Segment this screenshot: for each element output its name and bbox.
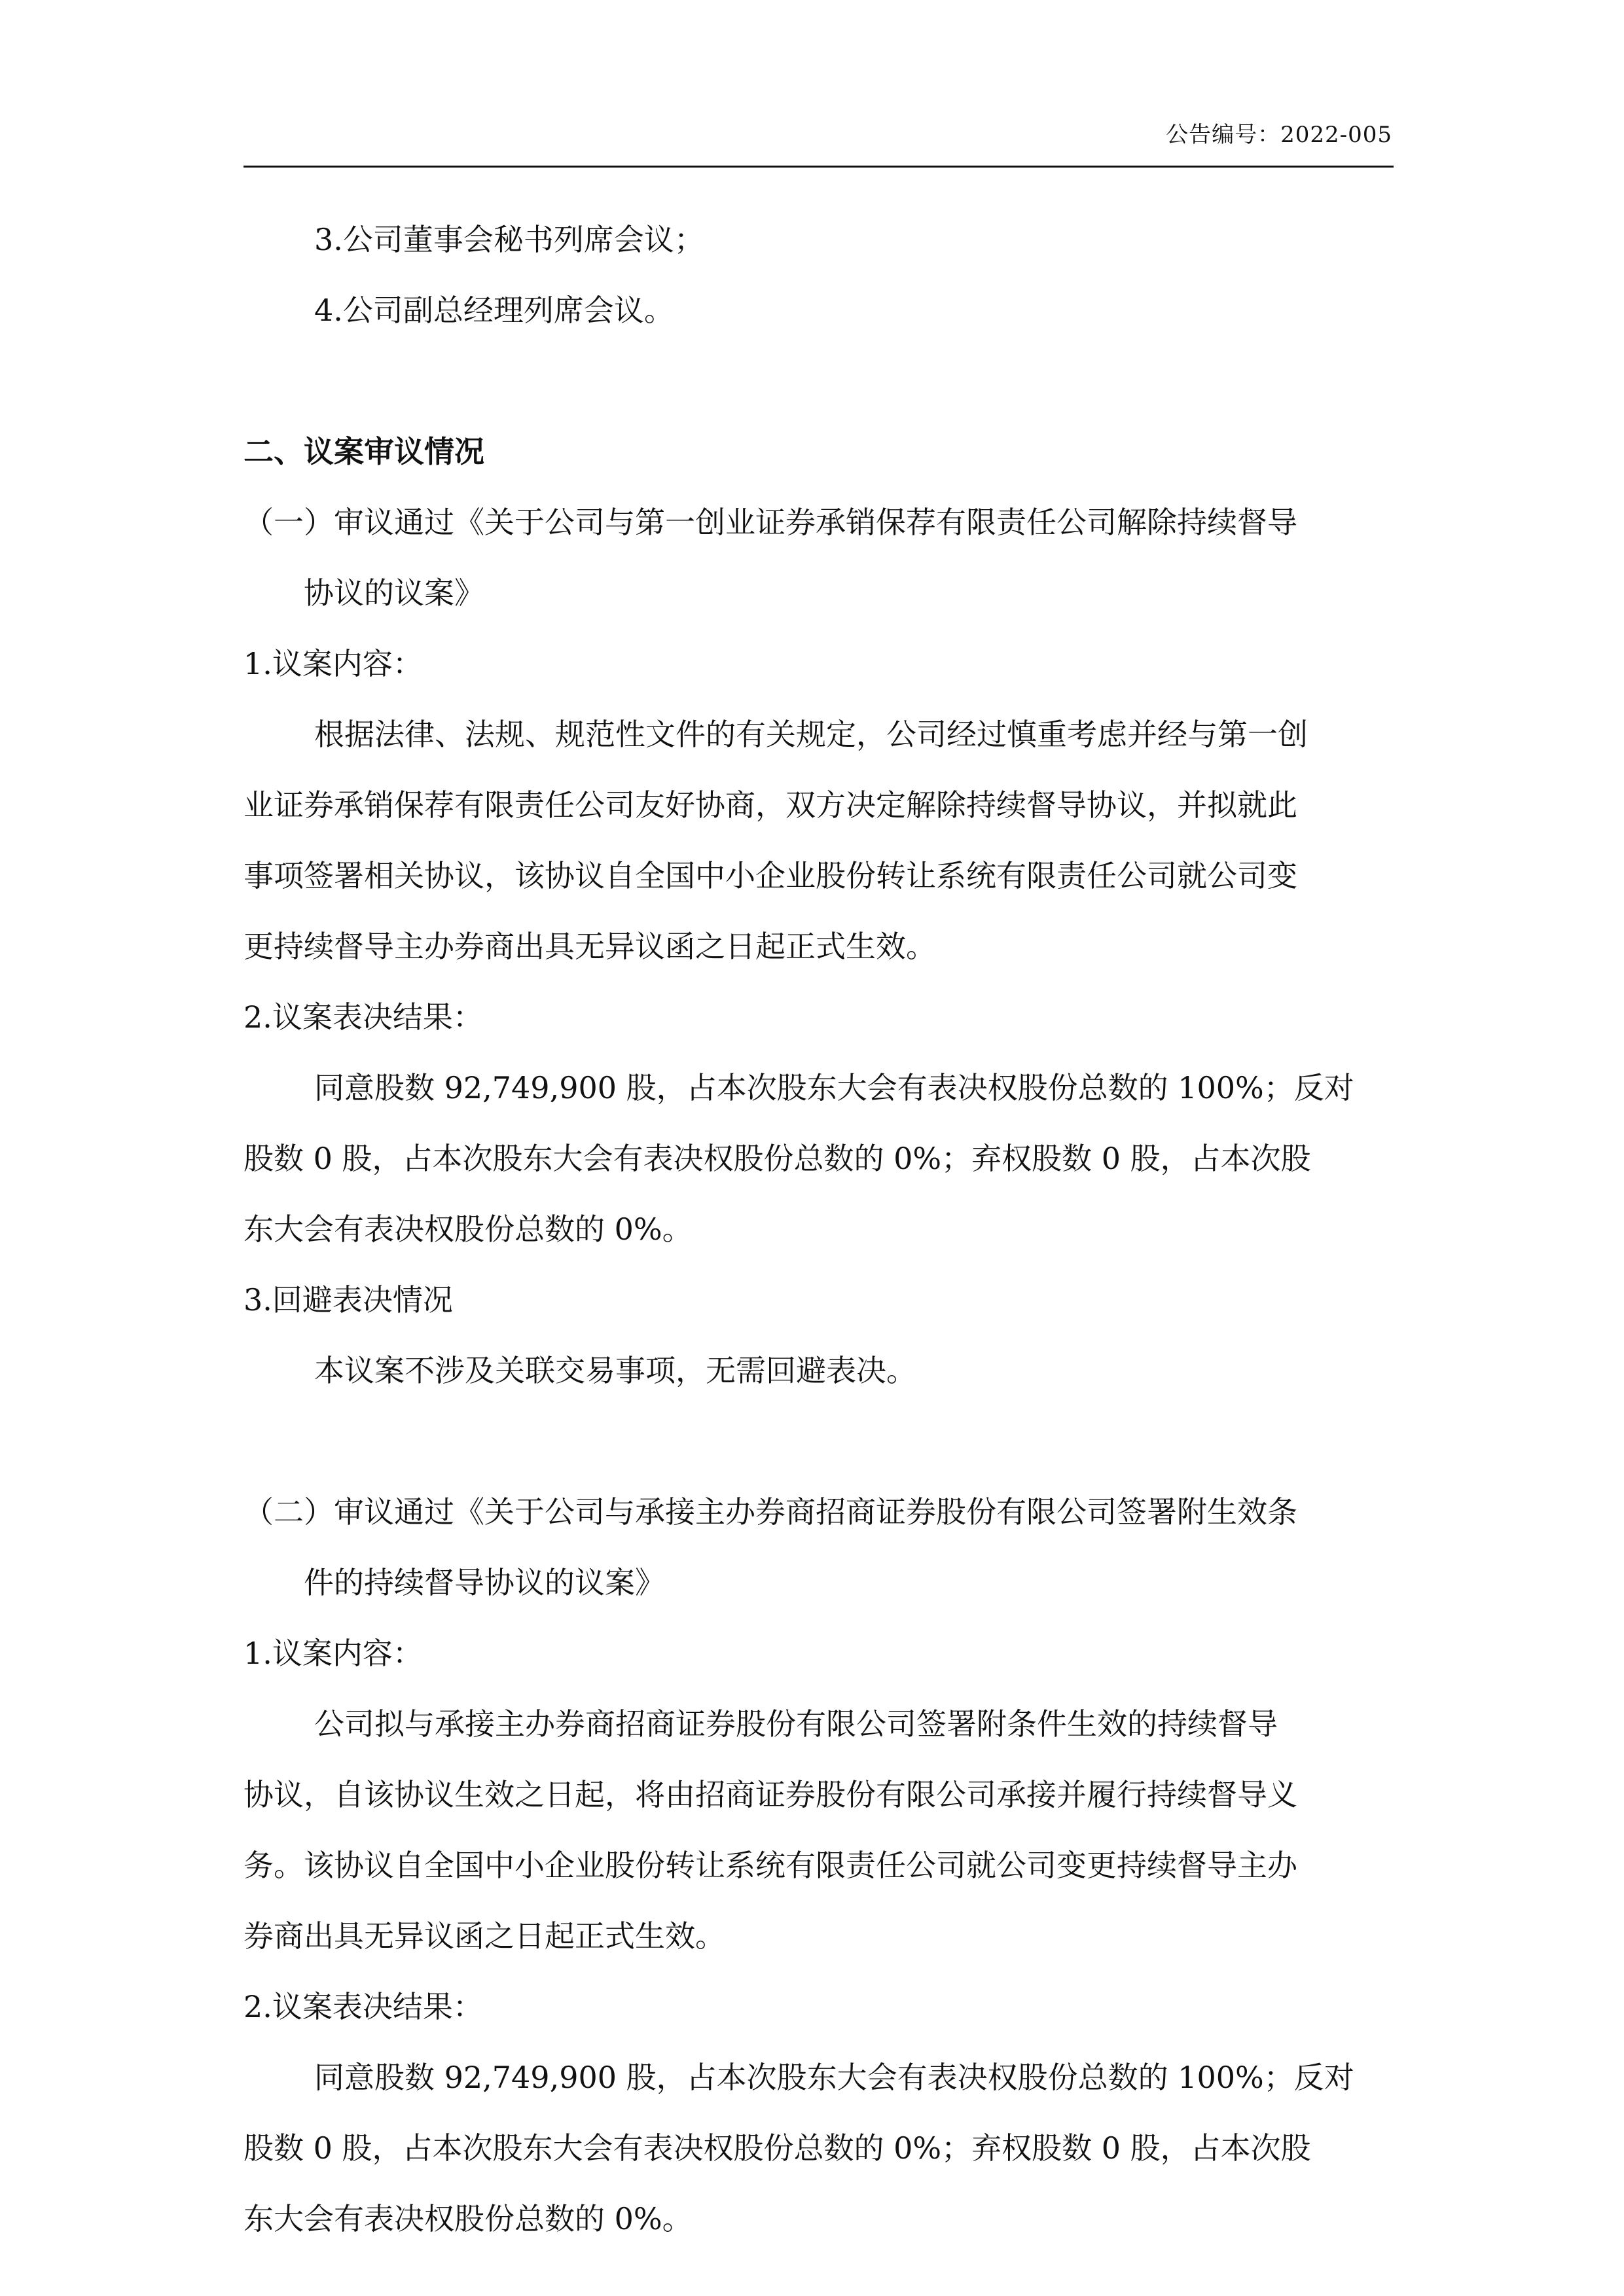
motion-1-content-label: 1.议案内容：: [244, 646, 423, 681]
notice-number: 公告编号：2022-005: [1166, 122, 1392, 148]
motion-2-result-line-3: 东大会有表决权股份总数的 0%。: [244, 2201, 693, 2236]
document-body: [244, 204, 1394, 2254]
motion-1-result-line-3: 东大会有表决权股份总数的 0%。: [244, 1211, 693, 1247]
motion-1-title-line-2: 协议的议案》: [304, 575, 484, 611]
motion-2-content-line-4: 券商出具无异议函之日起正式生效。: [244, 1918, 725, 1954]
section-title: 二、议案审议情况: [244, 434, 484, 469]
motion-1-result-line-1: 同意股数 92,749,900 股，占本次股东大会有表决权股份总数的 100%；反对: [314, 1070, 1354, 1105]
attendance-item-4: 4.公司副总经理列席会议。: [314, 293, 674, 328]
motion-2-title-line-2: 件的持续督导协议的议案》: [304, 1565, 665, 1600]
spacer: [244, 346, 1394, 416]
motion-1-result-line-2: 股数 0 股，占本次股东大会有表决权股份总数的 0%；弃权股数 0 股，占本次股: [244, 1141, 1311, 1176]
attendance-item-3: 3.公司董事会秘书列席会议；: [314, 222, 704, 257]
spacer: [244, 1406, 1394, 1477]
motion-2-result-line-2: 股数 0 股，占本次股东大会有表决权股份总数的 0%；弃权股数 0 股，占本次股: [244, 2130, 1311, 2166]
motion-1-content-line-1: 根据法律、法规、规范性文件的有关规定，公司经过慎重考虑并经与第一创: [314, 717, 1308, 752]
motion-1-avoid-text: 本议案不涉及关联交易事项，无需回避表决。: [314, 1353, 916, 1388]
motion-1-avoid-label: 3.回避表决情况: [244, 1282, 453, 1318]
motion-1-content-line-2: 业证券承销保荐有限责任公司友好协商，双方决定解除持续督导协议，并拟就此: [244, 787, 1297, 823]
motion-1-content-line-4: 更持续督导主办券商出具无异议函之日起正式生效。: [244, 929, 936, 964]
motion-2-content-line-3: 务。该协议自全国中小企业股份转让系统有限责任公司就公司变更持续督导主办: [244, 1848, 1297, 1883]
motion-2-content-line-2: 协议，自该协议生效之日起，将由招商证券股份有限公司承接并履行持续督导义: [244, 1777, 1297, 1812]
motion-2-result-line-1: 同意股数 92,749,900 股，占本次股东大会有表决权股份总数的 100%；反对: [314, 2060, 1354, 2095]
header-divider: [244, 166, 1394, 168]
motion-1-result-label: 2.议案表决结果：: [244, 999, 483, 1035]
motion-2-result-label: 2.议案表决结果：: [244, 1989, 483, 2024]
motion-2-content-line-1: 公司拟与承接主办券商招商证券股份有限公司签署附条件生效的持续督导: [314, 1706, 1278, 1742]
motion-1-content-line-3: 事项签署相关协议，该协议自全国中小企业股份转让系统有限责任公司就公司变: [244, 858, 1297, 893]
motion-2-content-label: 1.议案内容：: [244, 1636, 423, 1671]
motion-1-title-line-1: （一）审议通过《关于公司与第一创业证券承销保荐有限责任公司解除持续督导: [244, 505, 1297, 540]
motion-2-title-line-1: （二）审议通过《关于公司与承接主办券商招商证券股份有限公司签署附生效条: [244, 1494, 1297, 1530]
